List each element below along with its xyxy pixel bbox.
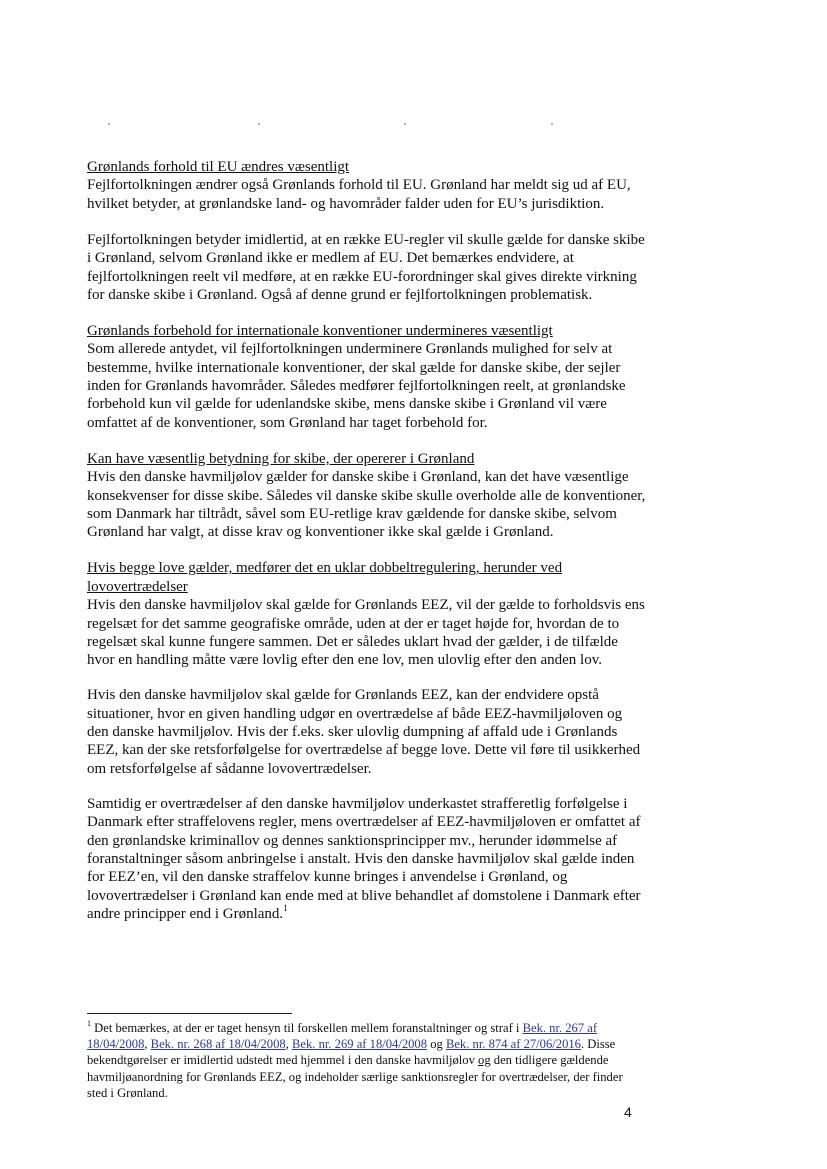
scan-speck bbox=[258, 123, 260, 125]
body-paragraph: Som allerede antydet, vil fejlfortolkningen underminere Grønlands mulighed for selv at bestemme, hvilke internationale konventioner, der skal gælde for danske skibe, der sejler inden for Grønlands havområder. Således medfører fejlfortolkningen reelt, at grønlandske forbehold kun vil gælde for udenlandske skibe, mens danske skibe i Grønland vil være omfattet af de konventioner, som Grønland har taget forbehold for. bbox=[87, 341, 626, 431]
scan-speck bbox=[551, 123, 553, 125]
body-paragraph bbox=[87, 795, 647, 924]
footnote-text: den tidligere gældende havmiljøanordning for Grønlands EEZ, og indeholder særlige sanktionsregler for overtrædelser, der finder sted i Grønland. bbox=[87, 1053, 623, 1100]
footnote-text: og bbox=[430, 1037, 443, 1052]
scan-speck bbox=[108, 123, 110, 125]
footnote-link-bek-267[interactable]: Bek. nr. 267 af 18/04/2008 bbox=[87, 1021, 598, 1052]
footnote-link-bek-874[interactable]: Bek. nr. 874 af 27/06/2016 bbox=[445, 1037, 581, 1052]
section-ships-impact bbox=[87, 450, 647, 542]
section-conventions bbox=[87, 322, 647, 432]
section-heading: Grønlands forbehold for internationale konventioner undermineres væsentligt bbox=[87, 322, 553, 339]
footnote-link-bek-268[interactable]: Bek. nr. 268 af 18/04/2008 bbox=[150, 1037, 286, 1052]
footnote-text: Disse bekendtgørelser er imidlertid udstedt med hjemmel i den danske havmiljølov bbox=[87, 1037, 616, 1068]
section-eu-relations bbox=[87, 158, 647, 304]
body-paragraph: Hvis den danske havmiljølov skal gælde for Grønlands EEZ, kan der endvidere opstå situationer, hvor en given handling udgør en overtrædelse af både EEZ-havmiljøloven og den danske havmiljølov. Hvis der f.eks. sker ulovlig dumpning af affald ude i Grønlands EEZ, kan der ske retsforfølgelse for overtrædelse af begge love. Dette vil føre til usikkerhed om retsforfølgelse af sådanne lovovertrædelser. bbox=[87, 687, 641, 777]
document-body bbox=[87, 158, 647, 924]
body-paragraph: Hvis den danske havmiljølov gælder for danske skibe i Grønland, kan det have væsentlige konsekvenser for disse skibe. Således vil danske skibe skulle overholde alle de konventioner, som Danmark har tiltrådt, såvel som EU-retlige krav gældende for danske skibe, selvom Grønland har valgt, at disse krav og konventioner ikke skal gælde i Grønland. bbox=[87, 469, 646, 541]
footnote-link-bek-269[interactable]: Bek. nr. 269 af 18/04/2008 bbox=[292, 1037, 428, 1052]
section-double-regulation bbox=[87, 559, 647, 923]
section-heading: Kan have væsentlig betydning for skibe, der opererer i Grønland bbox=[87, 450, 475, 467]
scan-speck bbox=[404, 123, 406, 125]
footnote-marker: 1 bbox=[87, 1018, 91, 1028]
footnote-text: Det bemærkes, at der er taget hensyn til forskellen mellem foranstaltninger og straf i bbox=[94, 1021, 520, 1035]
page-number: 4 bbox=[624, 1104, 632, 1120]
footnote: $^1$ Det bemærkes, at der er taget hensyn til forskellen mellem foranstaltninger og straf i Bek. nr. 267 af 18/04/2008, Bek. nr. 268 af 18/04/2008, Bek. nr. 269 af 18/04/2008 og Bek. nr. 874 af 27/06/2016. Disse bekendtgørelser er imidlertid udstedt med hjemmel i den danske havmiljølov og den tidligere gældende havmiljøanordning for Grønlands EEZ, og indeholder særlige sanktionsregler for overtrædelser, der finder sted i Grønland. bbox=[87, 1018, 623, 1100]
body-paragraph: Fejlfortolkningen betyder imidlertid, at en række EU-regler vil skulle gælde for danske skibe i Grønland, selvom Grønland ikke er medlem af EU. Det bemærkes endvidere, at fejlfortolkningen reelt vil medføre, at en række EU-forordninger skal gives direkte virkning for danske skibe i Grønland. Også af denne grund er fejlfortolkningen problematisk. bbox=[87, 231, 645, 303]
body-paragraph: Fejlfortolkningen ændrer også Grønlands forhold til EU. Grønland har meldt sig ud af EU, hvilket betyder, at grønlandske land- og havområder falder uden for EU’s jurisdiktion. bbox=[87, 177, 631, 212]
footnote-reference[interactable]: 1 bbox=[283, 903, 288, 914]
section-heading: Grønlands forhold til EU ændres væsentligt bbox=[87, 159, 350, 175]
body-paragraph: Hvis den danske havmiljølov skal gælde for Grønlands EEZ, vil der gælde to forholdsvis ens regelsæt for det samme geografiske område, uden at der er taget højde for, hvordan de to regelsæt skal kunne fungere sammen. Det er således uklart hvad der gælder, i de tilfælde hvor en handling måtte være lovlig efter den ene lov, men ulovlig efter den anden lov. bbox=[87, 597, 645, 669]
section-heading: Hvis begge love gælder, medfører det en uklar dobbeltregulering, herunder ved lovovertrædelser bbox=[87, 560, 563, 595]
footnote-text: og bbox=[478, 1053, 491, 1068]
paragraph-text: Samtidig er overtrædelser af den danske havmiljølov underkastet strafferetlig forfølgelse i Danmark efter straffelovens regler, mens overtrædelser af EEZ-havmiljøloven er omfattet af den grønlandske kriminallov og dennes sanktionsprincipper mv., herunder idømmelse af foranstaltninger såsom anbringelse i anstalt. Hvis den danske havmiljølov skal gælde inden for EEZ’en, vil den danske straffelov kunne bringes i anvendelse i Grønland, og lovovertrædelser i Grønland kan ende med at blive behandlet af domstolene i Danmark efter andre principper end i Grønland. bbox=[87, 795, 641, 923]
footnote-separator bbox=[87, 1013, 292, 1014]
